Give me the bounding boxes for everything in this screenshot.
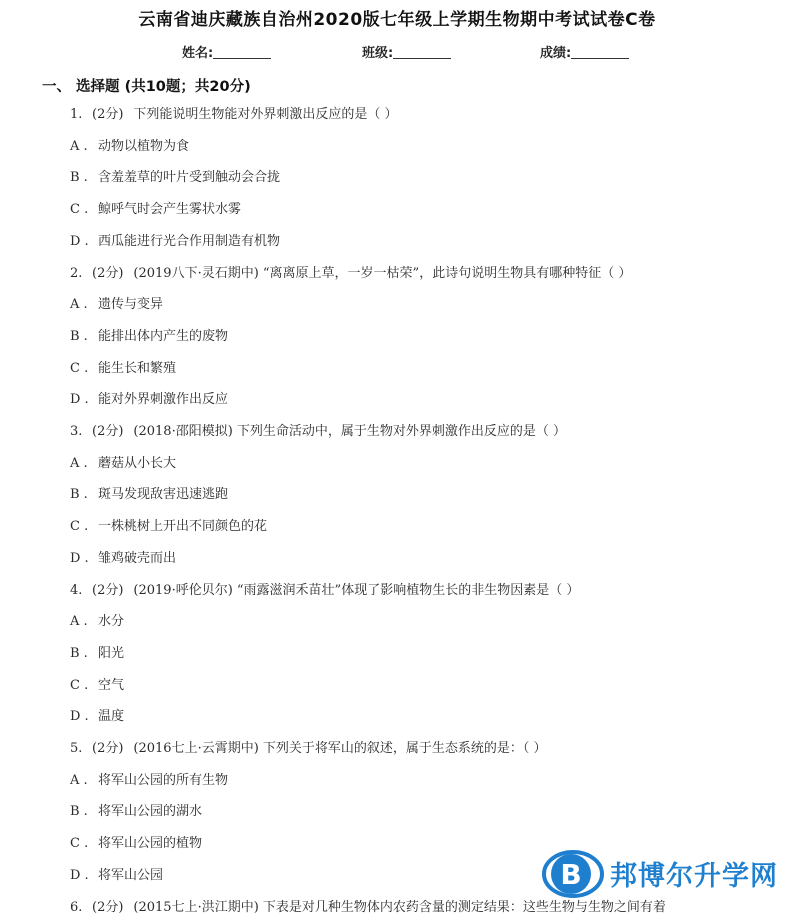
question-score: (2分) — [92, 899, 124, 914]
answer-option[interactable] — [70, 612, 124, 632]
answer-option[interactable] — [70, 200, 241, 220]
option-letter: A . — [70, 455, 88, 471]
option-text: 温度 — [98, 709, 125, 725]
question-number: 4. — [70, 582, 83, 598]
option-letter: D . — [70, 550, 89, 566]
option-text: 雏鸡破壳而出 — [98, 550, 177, 566]
question-stem — [70, 739, 547, 759]
option-text: 将军山公园的湖水 — [98, 804, 203, 820]
answer-option[interactable] — [70, 802, 202, 822]
option-text: 将军山公园 — [98, 867, 164, 883]
answer-option[interactable] — [70, 327, 228, 347]
question-score: (2分) — [92, 582, 124, 598]
question-text: 下列能说明生物能对外界刺激出反应的是（ ） — [133, 107, 398, 122]
question-text: (2019·呼伦贝尔) “雨露滋润禾苗壮”体现了影响植物生长的非生物因素是（ ） — [133, 582, 580, 598]
option-letter: B . — [70, 328, 88, 344]
score-label: 成绩: — [540, 46, 572, 61]
question-number: 3. — [70, 424, 83, 439]
question-score: (2分) — [92, 265, 124, 281]
class-label: 班级: — [362, 46, 394, 61]
option-text: 空气 — [98, 677, 125, 693]
option-letter: B . — [70, 804, 88, 820]
question-stem — [70, 264, 631, 284]
student-info-row — [0, 42, 794, 62]
answer-option[interactable] — [70, 834, 202, 854]
question-number: 1. — [70, 107, 83, 122]
question-score: (2分) — [92, 107, 124, 122]
question-score: (2分) — [92, 741, 124, 756]
option-text: 斑马发现敌害迅速逃跑 — [98, 487, 229, 503]
option-text: 能对外界刺激作出反应 — [98, 392, 229, 408]
section-title: 一、 选择题 (共10题；共20分) — [42, 79, 251, 95]
answer-option[interactable] — [70, 866, 163, 886]
watermark-text: 邦博尔升学网 — [610, 861, 778, 892]
watermark-logo-icon — [540, 846, 606, 902]
question-stem — [70, 581, 579, 601]
option-text: 将军山公园的植物 — [98, 836, 203, 852]
watermark-logo-letter: B — [560, 858, 582, 891]
name-field[interactable] — [182, 42, 271, 61]
question-stem — [70, 105, 398, 125]
name-label: 姓名: — [182, 46, 214, 61]
answer-option[interactable] — [70, 771, 228, 791]
answer-option[interactable] — [70, 707, 124, 727]
answer-option[interactable] — [70, 137, 189, 157]
question-number: 6. — [70, 899, 83, 914]
option-text: 一株桃树上开出不同颜色的花 — [98, 519, 268, 535]
option-letter: D . — [70, 709, 89, 725]
option-letter: C . — [70, 519, 89, 535]
option-letter: D . — [70, 233, 89, 249]
score-field[interactable] — [540, 42, 629, 61]
answer-option[interactable] — [70, 168, 280, 188]
question-text: (2018·邵阳模拟) 下列生命活动中，属于生物对外界刺激作出反应的是（ ） — [133, 424, 567, 439]
page-title: 云南省迪庆藏族自治州2020版七年级上学期生物期中考试试卷C卷 — [138, 10, 656, 30]
option-text: 将军山公园的所有生物 — [98, 772, 229, 788]
option-text: 蘑菇从小长大 — [98, 455, 177, 471]
option-letter: C . — [70, 836, 89, 852]
question-stem — [70, 422, 566, 442]
answer-option[interactable] — [70, 676, 124, 696]
question-number: 2. — [70, 265, 83, 281]
name-blank[interactable] — [213, 44, 271, 59]
option-text: 含羞羞草的叶片受到触动会合拢 — [98, 170, 281, 186]
answer-option[interactable] — [70, 232, 280, 252]
question-text: (2019八下·灵石期中) “离离原上草，一岁一枯荣”，此诗句说明生物具有哪种特征（ ） — [133, 265, 632, 281]
answer-option[interactable] — [70, 295, 163, 315]
option-letter: B . — [70, 645, 88, 661]
class-blank[interactable] — [393, 44, 451, 59]
watermark — [540, 846, 780, 902]
option-letter: D . — [70, 392, 89, 408]
option-text: 遗传与变异 — [98, 297, 164, 313]
option-text: 西瓜能进行光合作用制造有机物 — [98, 233, 281, 249]
option-text: 能生长和繁殖 — [98, 360, 177, 376]
answer-option[interactable] — [70, 390, 228, 410]
option-letter: C . — [70, 202, 89, 218]
option-text: 阳光 — [98, 645, 125, 661]
option-letter: C . — [70, 360, 89, 376]
option-letter: A . — [70, 138, 88, 154]
option-letter: C . — [70, 677, 89, 693]
answer-option[interactable] — [70, 485, 228, 505]
option-letter: B . — [70, 487, 88, 503]
option-letter: B . — [70, 170, 88, 186]
answer-option[interactable] — [70, 644, 124, 664]
option-letter: D . — [70, 867, 89, 883]
answer-option[interactable] — [70, 517, 267, 537]
class-field[interactable] — [362, 42, 451, 61]
answer-option[interactable] — [70, 454, 176, 474]
option-letter: A . — [70, 772, 88, 788]
option-text: 动物以植物为食 — [98, 138, 190, 154]
option-text: 水分 — [98, 614, 125, 630]
answer-option[interactable] — [70, 549, 176, 569]
option-letter: A . — [70, 297, 88, 313]
option-text: 鲸呼气时会产生雾状水雾 — [98, 202, 242, 218]
answer-option[interactable] — [70, 359, 176, 379]
question-number: 5. — [70, 741, 83, 756]
question-score: (2分) — [92, 424, 124, 439]
question-text: (2015七上·洪江期中) 下表是对几种生物体内农药含量的测定结果：这些生物与生物之间有着 — [133, 899, 666, 914]
option-text: 能排出体内产生的废物 — [98, 328, 229, 344]
score-blank[interactable] — [571, 44, 629, 59]
option-letter: A . — [70, 614, 88, 630]
question-text: (2016七上·云霄期中) 下列关于将军山的叙述，属于生态系统的是：（ ） — [133, 741, 547, 756]
